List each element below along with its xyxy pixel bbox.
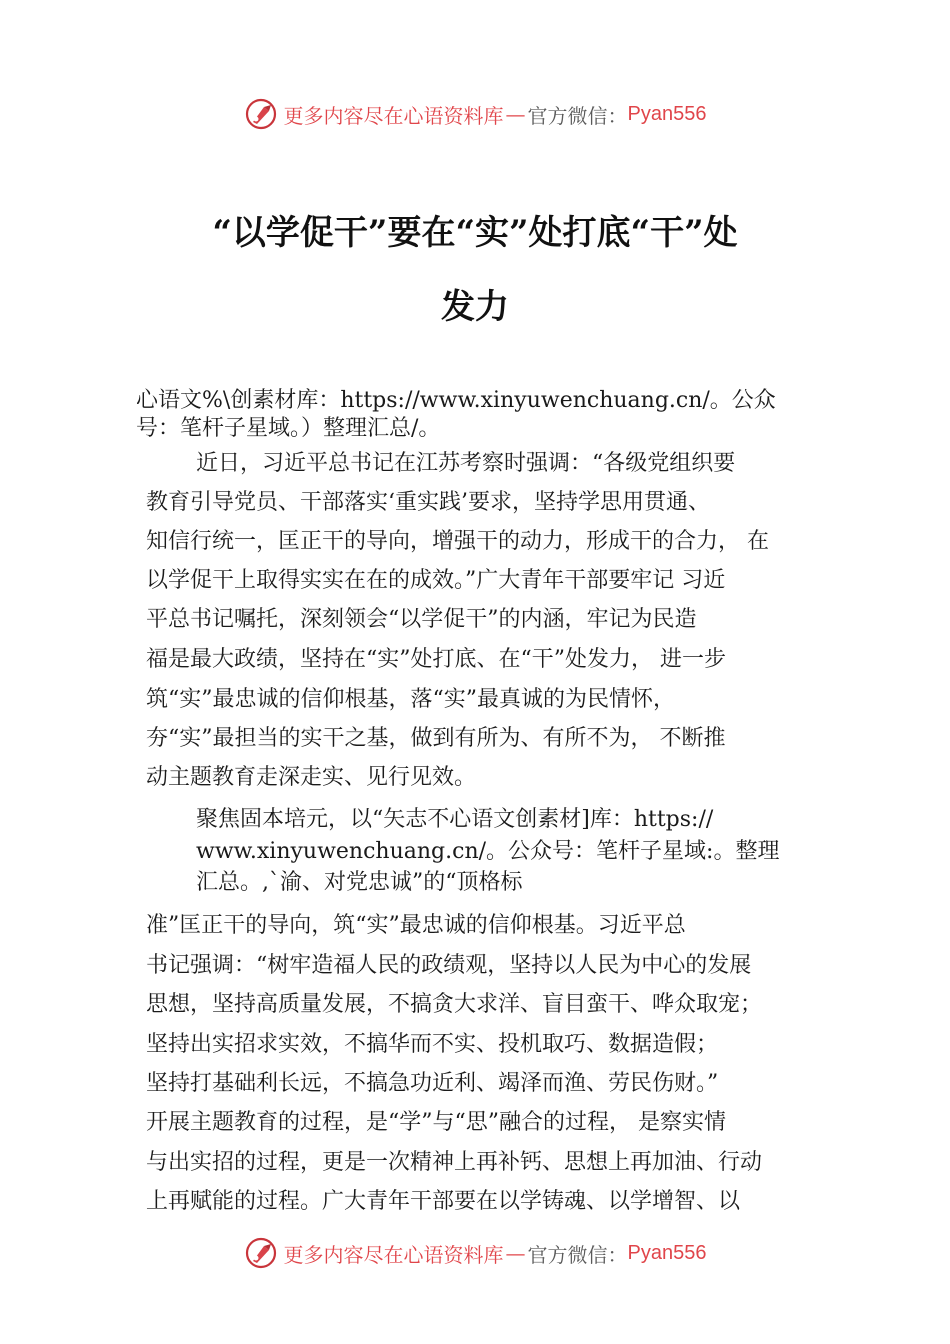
banner-wechat-label: 官方微信：: [527, 1242, 628, 1267]
paragraph-line: 夯“实”最担当的实干之基，做到有所为、有所不为， 不断推: [146, 726, 726, 751]
banner-wechat-label: 官方微信：: [527, 103, 628, 128]
footer-banner: [0, 1233, 950, 1273]
banner-separator: —: [505, 1241, 526, 1265]
paragraph-line: 思想，坚持高质量发展，不搞贪大求洋、盲目蛮干、哗众取宠；: [146, 992, 763, 1017]
paragraph-intro-line: 汇总。,`渝、对党忠诚”的“顶格标: [196, 870, 523, 895]
header-banner: [0, 94, 950, 134]
banner-wechat-id: Pyan556: [627, 1241, 707, 1264]
paragraph-line: 教育引导党员、干部落实‘重实践’要求，坚持学思用贯通、: [146, 490, 710, 515]
banner-slogan: 更多内容尽在心语资料库: [283, 103, 504, 128]
paragraph-line: 书记强调：“树牢造福人民的政绩观，坚持以人民为中心的发展: [146, 953, 752, 978]
banner-separator: —: [505, 102, 526, 126]
pen-nib-logo-icon: [244, 1236, 278, 1270]
paragraph-intro-line: www.xinyuwenchuang.cn/。公众号：笔杆子星域:。整理: [196, 839, 780, 864]
paragraph-line: 准”匡正干的导向，筑“实”最忠诚的信仰根基。习近平总: [146, 913, 686, 938]
paragraph-line: 与出实招的过程，更是一次精神上再补钙、思想上再加油、行动: [146, 1150, 763, 1175]
source-line: 号：笔杆子星域。）整理汇总/。: [136, 416, 441, 441]
title-line-2: 发力: [441, 287, 509, 327]
paragraph-line: 以学促干上取得实实在在的成效。”广大青年干部要牢记 习近: [146, 568, 726, 593]
paragraph-line: 福是最大政绩，坚持在“实”处打底、在“干”处发力， 进一步: [146, 647, 726, 672]
paragraph-line: 筑“实”最忠诚的信仰根基，落“实”最真诚的为民情怀，: [146, 687, 675, 712]
source-line: 心语文%\创素材库：https://www.xinyuwenchuang.cn/。公众: [136, 388, 776, 413]
paragraph-line: 上再赋能的过程。广大青年干部要在以学铸魂、以学增智、以: [146, 1189, 741, 1214]
title-line-1: “以学促干”要在“实”处打底“干”处: [212, 213, 738, 253]
paragraph-line: 知信行统一，匡正干的导向，增强干的动力，形成干的合力， 在: [146, 529, 769, 554]
pen-nib-logo-icon: [244, 97, 278, 131]
paragraph-line: 动主题教育走深走实、见行见效。: [146, 765, 477, 790]
paragraph-line: 坚持出实招求实效，不搞华而不实、投机取巧、数据造假；: [146, 1032, 719, 1057]
banner-slogan: 更多内容尽在心语资料库: [283, 1242, 504, 1267]
paragraph-line: 平总书记嘱托，深刻领会“以学促干”的内涵，牢记为民造: [146, 607, 697, 632]
document-title: [120, 196, 830, 344]
banner-wechat-id: Pyan556: [627, 102, 707, 125]
paragraph-line: 开展主题教育的过程，是“学”与“思”融合的过程， 是察实情: [146, 1110, 726, 1135]
paragraph-line: 近日，习近平总书记在江苏考察时强调：“各级党组织要: [196, 451, 736, 476]
paragraph-intro-line: 聚焦固本培元，以“矢志不心语文创素材]库：https://: [196, 807, 714, 832]
paragraph-line: 坚持打基础利长远，不搞急功近利、竭泽而渔、劳民伤财。”: [146, 1071, 719, 1096]
